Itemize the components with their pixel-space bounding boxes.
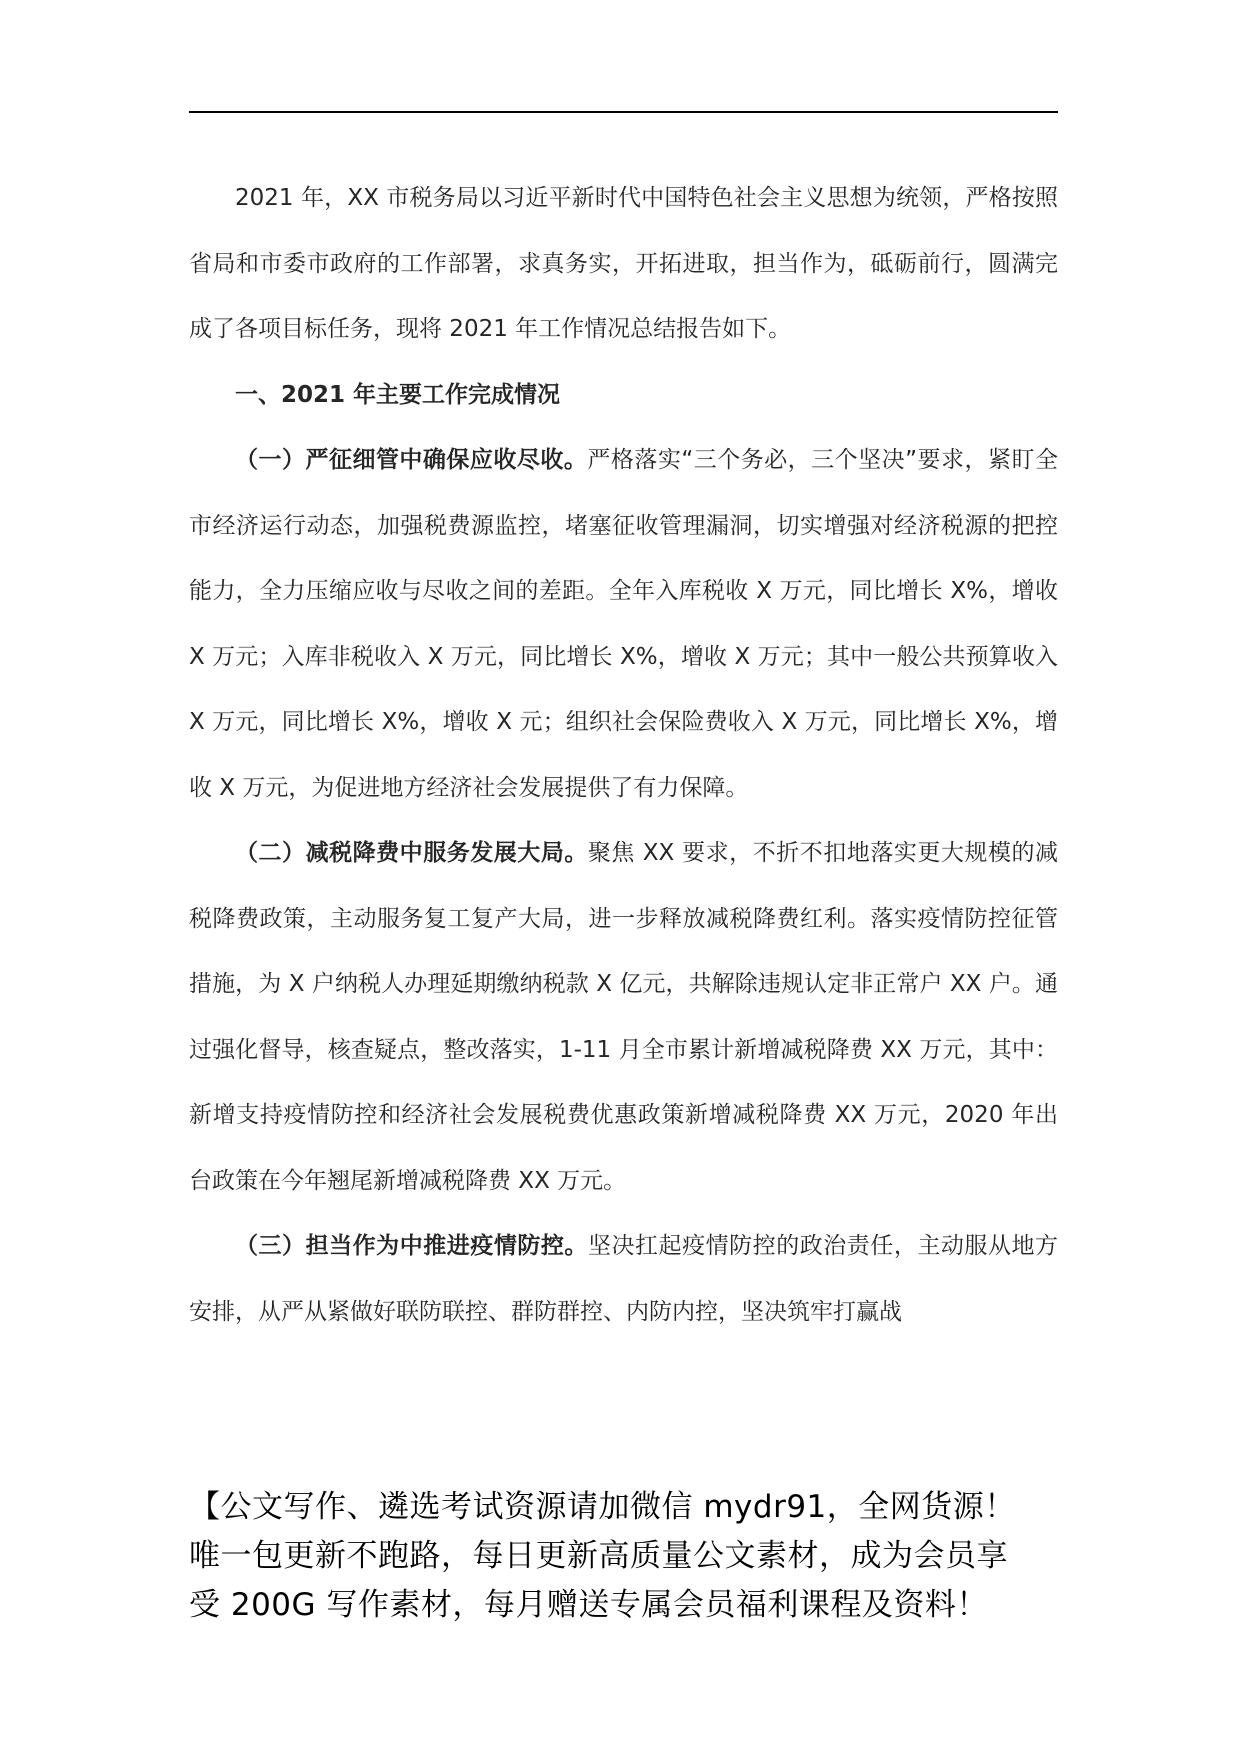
item-paragraph-3 [189, 1214, 1058, 1345]
advertisement-block [189, 1483, 1089, 1630]
item-title-2: （二）减税降费中服务发展大局。 [235, 840, 588, 866]
item-body-3: 坚决扛起疫情防控的政治责任，主动服从地方安排，从严从紧做好联防联控、群防群控、内防内控，坚决筑牢打赢战 [189, 1233, 1059, 1325]
header-divider [189, 111, 1058, 113]
advertisement-line-1: 【公文写作、遴选考试资源请加微信 mydr91，全网货源！ [189, 1489, 1016, 1525]
item-paragraph-2 [189, 821, 1058, 1214]
item-title-1: （一）严征细管中确保应收尽收。 [235, 447, 588, 473]
item-paragraph-1 [189, 428, 1058, 821]
intro-paragraph: 2021 年，XX 市税务局以习近平新时代中国特色社会主义思想为统领，严格按照省局和市委市政府的工作部署，求真务实，开拓进取，担当作为，砥砺前行，圆满完成了各项目标任务，现将 2021 年工作情况总结报告如下。 [189, 185, 1058, 342]
advertisement-line-2: 唯一包更新不跑路，每日更新高质量公文素材，成为会员享 [189, 1538, 1008, 1574]
advertisement-line-3: 受 200G 写作素材，每月赠送专属会员福利课程及资料！ [189, 1587, 988, 1623]
section-heading: 一、2021 年主要工作完成情况 [235, 381, 561, 408]
item-body-1: 严格落实“三个务必，三个坚决”要求，紧盯全市经济运行动态，加强税费源监控，堵塞征收管理漏洞，切实增强对经济税源的把控能力，全力压缩应收与尽收之间的差距。全年入库税收 X 万元，同比增长 X%，增收 X 万元；入库非税收入 X 万元，同比增长 X%，增收 X 万元；其中一般公共预算收入 X 万元，同比增长 X%，增收 X 元；组织社会保险费收入 X 万元，同比增长 X%，增收 X 万元，为促进地方经济社会发展提供了有力保障。 [189, 447, 1058, 801]
item-body-2: 聚焦 XX 要求，不折不扣地落实更大规模的减税降费政策，主动服务复工复产大局，进一步释放减税降费红利。落实疫情防控征管措施，为 X 户纳税人办理延期缴纳税款 X 亿元，共解除违规认定非正常户 XX 户。通过强化督导，核查疑点，整改落实，1-11 月全市累计新增减税降费 XX 万元，其中：新增支持疫情防控和经济社会发展税费优惠政策新增减税降费 XX 万元，2020 年出台政策在今年翘尾新增减税降费 XX 万元。 [189, 840, 1059, 1194]
document-body [189, 166, 1058, 1345]
item-title-3: （三）担当作为中推进疫情防控。 [235, 1233, 588, 1259]
